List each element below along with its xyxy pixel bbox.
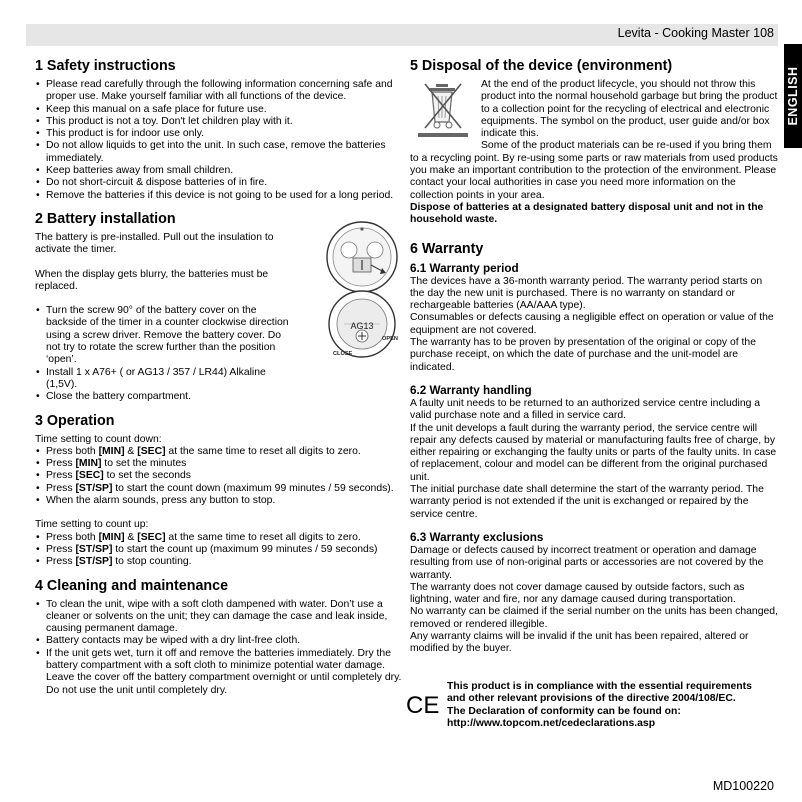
countdown-step: • Press [ST/SP] to start the count down (maximum 99 minutes / 59 seconds). — [35, 483, 403, 495]
safety-list — [35, 79, 403, 202]
warranty-exclusions-text: The warranty does not cover damage caused by outside factors, such as lightning, water and fire, nor any damage caused during transportation. — [410, 581, 745, 606]
header-title: Levita - Cooking Master 108 — [617, 26, 774, 40]
section-1-title: 1 Safety instructions — [35, 58, 176, 74]
document-code: MD100220 — [712, 779, 774, 793]
safety-item: • This product is for indoor use only. — [35, 128, 403, 140]
warranty-exclusions-text: Any warranty claims will be invalid if the unit has been repaired, altered or modified by the buyer. — [410, 630, 749, 655]
safety-item: • Keep batteries away from small children. — [35, 165, 403, 177]
warranty-exclusions-text: Damage or defects caused by incorrect treatment or operation and damage resulting from use of non-original parts or accessories are not covered by the warranty. — [410, 544, 764, 581]
compliance-line: The Declaration of conformity can be found on: — [447, 705, 681, 717]
section-3-title: 3 Operation — [35, 412, 115, 429]
countdown-step: • Press [MIN] to set the minutes — [35, 458, 403, 470]
safety-item: • Remove the batteries if this device is not going to be used for a long period. — [35, 190, 403, 202]
cleaning-item: • To clean the unit, wipe with a soft cloth dampened with water. Don’t use a cleaner or solvents on the unit; they can damage the case and leak inside, causing permanent damage. — [35, 599, 403, 636]
warranty-exclusions-title: 6.3 Warranty exclusions — [410, 530, 544, 544]
battery-intro: The battery is pre-installed. Pull out the insulation to activate the timer. — [35, 231, 274, 256]
safety-item: • Keep this manual on a safe place for future use. — [35, 104, 403, 116]
warranty-handling-title: 6.2 Warranty handling — [410, 383, 532, 397]
countdown-intro: Time setting to count down: — [35, 433, 162, 445]
battery-cover-illustration — [318, 212, 406, 362]
language-tab-label: ENGLISH — [786, 66, 800, 126]
safety-item: • Please read carefully through the following information concerning safe and proper use. Make yourself familiar with all functions of the device. — [35, 79, 403, 104]
countup-intro: Time setting to count up: — [35, 519, 149, 531]
section-4-title: 4 Cleaning and maintenance — [35, 577, 229, 594]
warranty-period-text: The warranty has to be proven by presentation of the original or copy of the purchase receipt, on which the date of purchase and the unit-model are indicated. — [410, 337, 756, 373]
right-column — [410, 58, 778, 656]
ce-mark-text: CE — [406, 692, 440, 716]
cleaning-list — [35, 599, 403, 697]
compliance-line: and other relevant provisions of the directive 2004/108/EC. — [447, 693, 736, 705]
cleaning-item: • If the unit gets wet, turn it off and remove the batteries immediately. Dry the battery compartment with a soft cloth to minimize potential water damage. Leave the cover off the battery compartment overnight or until completely dry. Do not use the unit until completely dry. — [35, 648, 403, 697]
warranty-handling-text: A faulty unit needs to be returned to an authorized service centre including a valid purchase note and a filled in service card. — [410, 397, 761, 422]
safety-item: • Do not short-circuit & dispose batteries of in fire. — [35, 177, 403, 189]
countdown-step: • When the alarm sounds, press any button to stop. — [35, 495, 403, 507]
battery-steps — [35, 305, 297, 403]
compliance-line: This product is in compliance with the essential requirements — [447, 681, 752, 692]
disposal-reuse-start: Some of the product materials can be re-used if you bring them — [481, 140, 772, 152]
open-label: OPEN — [382, 336, 398, 342]
safety-item: • This product is not a toy. Don't let children play with it. — [35, 116, 403, 128]
compliance-url: http://www.topcom.net/cedeclarations.asp — [447, 717, 656, 729]
battery-step: • Close the battery compartment. — [35, 391, 297, 403]
countdown-steps — [35, 446, 403, 507]
warranty-handling-text: The initial purchase date shall determine the start of the warranty period. The warranty period is not extended if the unit is exchanged or repaired by the service centre. — [410, 484, 764, 520]
countdown-step: • Press both [MIN] & [SEC] at the same time to reset all digits to zero. — [35, 446, 403, 458]
close-label: CLOSE — [333, 351, 353, 357]
section-6-title: 6 Warranty — [410, 240, 484, 257]
countup-step: • Press [ST/SP] to stop counting. — [35, 556, 403, 568]
section-5-title: 5 Disposal of the device (environment) — [410, 58, 673, 74]
warranty-handling-text: If the unit develops a fault during the warranty period, the service centre will repair any defects caused by material or manufacturing faults free of charge, by either repairing or exchanging the faulty units or parts of the faulty units. In case of replacement, colour and model can be different from the original purchased unit. — [410, 422, 777, 483]
warranty-period-title: 6.1 Warranty period — [410, 261, 519, 275]
battery-step: • Install 1 x A76+ ( or AG13 / 357 / LR44) Alkaline (1,5V). — [35, 367, 297, 392]
compliance-statement — [447, 681, 777, 730]
section-2-title: 2 Battery installation — [35, 210, 176, 227]
battery-type-label: AG13 — [350, 321, 374, 331]
warranty-exclusions-text: No warranty can be claimed if the serial number on the units has been changed, removed or rendered illegible. — [410, 606, 778, 630]
battery-step: • Turn the screw 90° of the battery cover on the backside of the timer in a counter clockwise direction using a screw driver. Remove the battery cover. Do not try to rotate the screw further than the position ‘open’. — [35, 305, 297, 366]
countup-step: • Press [ST/SP] to start the count up (maximum 99 minutes / 59 seconds) — [35, 544, 403, 556]
ce-mark-icon — [406, 692, 440, 716]
warranty-period-text: Consumables or defects causing a negligible effect on operation or value of the equipment are not covered. — [410, 312, 774, 336]
countup-step: • Press both [MIN] & [SEC] at the same time to reset all digits to zero. — [35, 532, 403, 544]
warranty-period-text: The devices have a 36-month warranty period. The warranty period starts on the day the new unit is purchased. There is no warranty on standard or rechargeable batteries (AA/AAA type). — [410, 275, 763, 312]
cleaning-item: • Battery contacts may be wiped with a dry lint-free cloth. — [35, 635, 403, 647]
battery-diagram — [318, 212, 406, 362]
disposal-reuse-rest: to a recycling point. By re-using some parts or raw materials from used products you make an important contribution to the protection of the environment. Please contact your local authorities in case you need more information on the collection points in your area. — [410, 152, 778, 201]
battery-disposal-note: Dispose of batteries at a designated battery disposal unit and not in the household waste. — [410, 201, 764, 226]
left-column — [35, 58, 403, 697]
battery-replace-note: When the display gets blurry, the batteries must be replaced. — [35, 268, 269, 292]
language-tab — [784, 44, 802, 148]
safety-item: • Do not allow liquids to get into the unit. In such case, remove the batteries immediately. — [35, 140, 403, 165]
countup-steps — [35, 532, 403, 569]
countdown-step: • Press [SEC] to set the seconds — [35, 470, 403, 482]
disposal-paragraph: At the end of the product lifecycle, you should not throw this product into the normal household garbage but bring the product to a collection point for the recycling of electrical and electronic equipments. The symbol on the product, user guide and/or box indicate this. — [481, 79, 778, 140]
